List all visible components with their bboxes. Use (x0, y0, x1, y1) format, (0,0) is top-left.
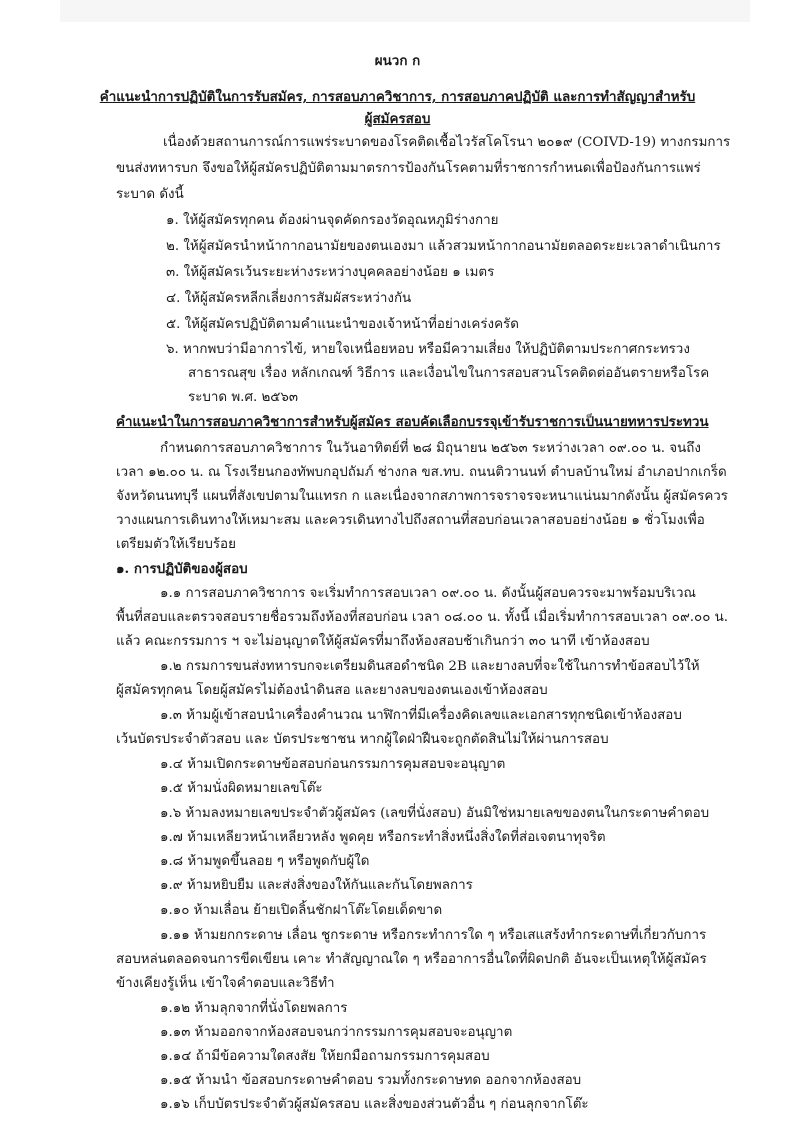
scan-bleed-through (60, 0, 750, 22)
exam-rule: ๑.๑๑ ห้ามยกกระดาษ เลื่อน ชูกระดาษ หรือกระทำการใด ๆ หรือเสแสร้งทำกระดาษที่เกี่ยวกับการ (160, 928, 707, 943)
exam-rule: เว้นบัตรประจำตัวสอบ และ บัตรประชาชน หากผู้ใดฝ่าฝืนจะถูกตัดสินไม่ให้ผ่านการสอบ (116, 732, 609, 747)
page-title-line-2: ผู้สมัครสอบ (364, 111, 431, 127)
section-title: คำแนะนำในการสอบภาควิชาการสำหรับผู้สมัคร สอบคัดเลือกบรรจุเข้ารับราชการเป็นนายทหารประทวน (116, 414, 709, 430)
exam-rule: ๑.๑๖ เก็บบัตรประจำตัวผู้สมัครสอบ และสิ่งของส่วนตัวอื่น ๆ ก่อนลุกจากโต๊ะ (160, 1097, 589, 1112)
exam-rule: ๑.๙ ห้ามหยิบยืม และส่งสิ่งของให้กันและกันโดยพลการ (160, 878, 473, 893)
exam-rule: ๑.๑๔ ถ้ามีข้อความใดสงสัย ให้ยกมือถามกรรมการคุมสอบ (160, 1049, 490, 1064)
covid-rule-item: ๒. ให้ผู้สมัครนำหน้ากากอนามัยของตนเองมา แล้วสวมหน้ากากอนามัยตลอดระยะเวลาดำเนินการ (166, 239, 721, 254)
exam-rule: พื้นที่สอบและตรวจสอบรายชื่อรวมถึงห้องที่สอบก่อน เวลา ๐๘.๐๐ น. ทั้งนี้ เมื่อเริ่มทำการสอบเวลา ๐๙.๐๐ น. (116, 610, 729, 625)
covid-rule-item: ๔. ให้ผู้สมัครหลีกเลี่ยงการสัมผัสระหว่างกัน (166, 291, 412, 306)
subsection-title: ๑. การปฏิบัติของผู้สอบ (116, 561, 248, 577)
exam-rule: ๑.๑๒ ห้ามลุกจากที่นั่งโดยพลการ (160, 1001, 348, 1016)
exam-rule: แล้ว คณะกรรมการ ฯ จะไม่อนุญาตให้ผู้สมัครที่มาถึงห้องสอบช้าเกินกว่า ๓๐ นาที เข้าห้องสอบ (116, 634, 650, 649)
intro-paragraph: ขนส่งทหารบก จึงขอให้ผู้สมัครปฏิบัติตามมาตรการป้องกันโรคตามที่ราชการกำหนดเพื่อป้องกันการแพร่ (116, 161, 701, 176)
schedule-paragraph: เวลา ๑๒.๐๐ น. ณ โรงเรียนกองทัพบกอุปถัมภ์ ช่างกล ขส.ทบ. ถนนติวานนท์ ตำบลบ้านใหม่ อำเภอปากเกร็ด (116, 465, 727, 480)
covid-rule-item-continued: ระบาด พ.ศ. ๒๕๖๓ (188, 390, 299, 405)
exam-rule: ๑.๕ ห้ามนั่งผิดหมายเลขโต๊ะ (160, 781, 323, 796)
schedule-paragraph: วางแผนการเดินทางให้เหมาะสม และควรเดินทางไปถึงสถานที่สอบก่อนเวลาสอบอย่างน้อย ๑ ชั่วโมงเพื่อ (116, 513, 705, 528)
intro-paragraph: เนื่องด้วยสถานการณ์การแพร่ระบาดของโรคติดเชื้อไวรัสโคโรนา ๒๐๑๙ (COIVD-19) ทางกรมการ (163, 135, 731, 150)
exam-rule: ๑.๓ ห้ามผู้เข้าสอบนำเครื่องคำนวณ นาฬิกาที่มีเครื่องคิดเลขและเอกสารทุกชนิดเข้าห้องสอบ (160, 708, 682, 723)
covid-rule-item: ๓. ให้ผู้สมัครเว้นระยะห่างระหว่างบุคคลอย่างน้อย ๑ เมตร (166, 265, 495, 280)
exam-rule: ๑.๘ ห้ามพูดขึ้นลอย ๆ หรือพูดกับผู้ใด (160, 854, 370, 869)
appendix-label: ผนวก ก (374, 53, 421, 69)
covid-rule-item: ๕. ให้ผู้สมัครปฏิบัติตามคำแนะนำของเจ้าหน้าที่อย่างเคร่งครัด (166, 317, 519, 332)
covid-rule-item: ๖. หากพบว่ามีอาการไข้, หายใจเหนื่อยหอบ หรือมีความเสี่ยง ให้ปฏิบัติตามประกาศกระทรวง (166, 342, 690, 357)
exam-rule: ๑.๑๓ ห้ามออกจากห้องสอบจนกว่ากรรมการคุมสอบจะอนุญาต (160, 1025, 513, 1040)
exam-rule: ๑.๑๐ ห้ามเลื่อน ย้ายเปิดลิ้นชักฝาโต๊ะโดยเด็ดขาด (160, 903, 443, 918)
exam-rule: ๑.๔ ห้ามเปิดกระดาษข้อสอบก่อนกรรมการคุมสอบจะอนุญาต (160, 757, 506, 772)
exam-rule: ๑.๖ ห้ามลงหมายเลขประจำตัวผู้สมัคร (เลขที่นั่งสอบ) อันมิใช่หมายเลขของตนในกระดาษคำตอบ (160, 806, 710, 821)
intro-paragraph: ระบาด ดังนี้ (116, 187, 184, 202)
exam-rule: ผู้สมัครทุกคน โดยผู้สมัครไม่ต้องนำดินสอ และยางลบของตนเองเข้าห้องสอบ (116, 683, 548, 698)
covid-rule-item: ๑. ให้ผู้สมัครทุกคน ต้องผ่านจุดคัดกรองวัดอุณหภูมิร่างกาย (166, 213, 499, 228)
exam-rule: ๑.๒ กรมการขนส่งทหารบกจะเตรียมดินสอดำชนิด 2B และยางลบที่จะใช้ในการทำข้อสอบไว้ให้ (160, 659, 700, 674)
exam-rule: สอบหล่นตลอดจนการขีดเขียน เคาะ ทำสัญญาณใด ๆ หรืออาการอื่นใดที่ผิดปกติ อันจะเป็นเหตุให้ผู้สมัคร (116, 952, 707, 967)
page-title-line-1: คำแนะนำการปฏิบัติในการรับสมัคร, การสอบภาควิชาการ, การสอบภาคปฏิบัติ และการทำสัญญาสำหรับ (99, 89, 696, 105)
schedule-paragraph: กำหนดการสอบภาควิชาการ ในวันอาทิตย์ที่ ๒๘ มิถุนายน ๒๕๖๓ ระหว่างเวลา ๐๙.๐๐ น. จนถึง (160, 441, 701, 456)
exam-rule: ๑.๑๕ ห้ามนำ ข้อสอบกระดาษคำตอบ รวมทั้งกระดาษทด ออกจากห้องสอบ (160, 1073, 582, 1088)
schedule-paragraph: จังหวัดนนทบุรี แผนที่สังเขปตามในแทรก ก และเนื่องจากสภาพการจราจรจะหนาแน่นมากดังนั้น ผู้สมัครควร (116, 489, 728, 504)
exam-rule: ข้างเคียงรู้เห็น เข้าใจคำตอบและวิธีทำ (116, 976, 335, 991)
covid-rule-item-continued: สาธารณสุข เรื่อง หลักเกณฑ์ วิธีการ และเงื่อนไขในการสอบสวนโรคติดต่ออันตรายหรือโรค (188, 366, 710, 381)
exam-rule: ๑.๗ ห้ามเหลียวหน้าเหลียวหลัง พูดคุย หรือกระทำสิ่งหนึ่งสิ่งใดที่ส่อเจตนาทุจริต (160, 830, 606, 845)
schedule-paragraph: เตรียมตัวให้เรียบร้อย (116, 537, 236, 552)
exam-rule: ๑.๑ การสอบภาควิชาการ จะเริ่มทำการสอบเวลา ๐๙.๐๐ น. ดังนั้นผู้สอบควรจะมาพร้อมบริเวณ (160, 586, 696, 601)
